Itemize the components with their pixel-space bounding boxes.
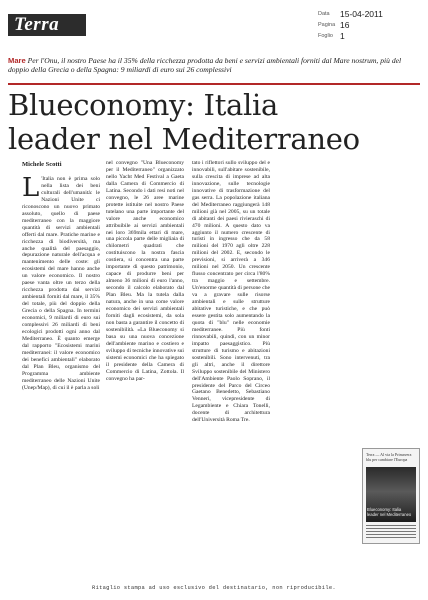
drop-cap: L [22, 176, 40, 203]
masthead-logo: Terra [8, 14, 86, 36]
headline-line-1: Blueconomy: Italia [8, 88, 278, 122]
headline [8, 88, 420, 156]
section-tag: Mare [8, 56, 26, 65]
meta-date-label: Data [318, 10, 330, 17]
meta-sheet-value: 1 [340, 30, 345, 41]
byline: Michele Scotti [22, 161, 62, 168]
meta-page-row [318, 19, 422, 30]
headline-divider [8, 83, 420, 85]
article-summary [8, 56, 420, 75]
copyright-footer: Ritaglio stampa ad uso esclusivo del destinatario, non riproducibile. [92, 585, 336, 591]
article-column-1 [22, 176, 100, 588]
thumbnail-header: Terra — Al via la Primavera blu per cambiare l'Europa [366, 452, 412, 462]
article-column-3: tato i riflettori sullo sviluppo del e innovabili, sull'abitare sostenibile, sulla crescita di imprese ad alta innovazione, sulle tecnologie innovative di trasformazione del gas serra. La popolazione italiana del Mediterraneo raggiungerà 148 milioni già nel 2005, su un totale di abitanti dei paesi rivieraschi di 470 milioni. A questo dato va aggiunto il numero crescente di turisti in ingresso che da 58 milioni del 1970 agli oltre 228 milioni del 2002. E, secondo le previsioni, si arriverà a 346 milioni nel 2050. Un crescente flusso concentrato per circa l'80% tra maggio e settembre. Un'enorme quantità di persone che va a gravare sulle risorse ambientali e sulle strutture abitative turistiche, e che può essere gestita solo aumentando la quota di "blu" nelle economie mediterranee. Più fonti rinnovabili, quindi, con un minor impatto paesaggistico. Più strutture di turismo e abitazioni sostenibili. Sono intervenuti, tra gli altri, anche il direttore Sviluppo sostenibile del Ministero dell'Ambiente Paolo Soprano, il presidente del Parco del Circeo Gaetano Benedetto, Sebastiano Venneri, vicepresidente di Legambiente e Chiara Tonelli, docente di architettura dell'Università Roma Tre. [192, 160, 270, 424]
meta-date-row [318, 8, 422, 19]
meta-sheet-row [318, 30, 422, 41]
article-column-2: nel convegno "Una Blueconomy per il Mediterraneo" organizzato nello Yacht Med Festival a Gaeta dalla Camera di Commercio di Latina. Secondo i dati resi noti nel convegno, le 26 aree marine protette istituite nel nostro Paese tutelano una parte importante del valore anche economico attribuibile ai servizi ambientali nei loro 369mila ettari di mare, una piccola parte delle migliaia di chilometri quadrati che costituiscono la nostra fascia costiera, si concentra una parte importante di questo patrimonio, capace di produrre beni per almeno 36 milioni di euro l'anno, secondo il calcolo elaborato dal Plan Bleu. Ma la tutela dalla natura, anche in una come valore economico dei servizi ambientali forniti dagli ecosistemi, da sola non basta a garantire il concetto di sostenibilità. «La Blueconomy si basa su una nuova concezione dell'ambiente marino e costiero e sviluppo di tecniche innovative sui sistemi economici che ha spiegato il presidente della Camera di Commercio di Latina, Zottola. Il convegno ha par- [106, 160, 184, 382]
thumbnail-caption: Blueconomy: Italia leader nel Mediterraneo [367, 507, 412, 517]
meta-sheet-label: Foglio [318, 32, 333, 39]
column-1-text: 'Italia non è prima solo nella lista dei beni culturali dell'umanità: le Nazioni Unite ci riconoscono un nuovo primato assoluto, quello di paese mediterraneo con la maggiore quantità di servizi ambientali offerti dal mare. Pratiche marine e ricchezza di biodiversità, ma anche qualità del paesaggio, depurazione naturale dell'acqua e mantenimento delle coste: gli ecosistemi del mare hanno anche un valore economico. Il nostro paese vanta oltre un terzo della ricchezza prodotta dai servizi ambientali forniti dal mare, il 35% del totale, più del doppio della Grecia o della Spagna. In termini economici, 9 miliardi di euro sui complessivi 26 miliardi di beni ecologici prodotti ogni anno dal Mediterraneo. È quanto emerge dal rapporto "Ecosistemi marini mediterranei: il valore economico dei benefici ambientali" elaborato dal Plan Bleu, organismo del Programma ambiente mediterraneo delle Nazioni Unite (Unep/Map), di cui il è parla a soli [22, 176, 100, 391]
thumbnail-text-lines [366, 525, 416, 539]
clipping-thumbnail [362, 448, 420, 544]
meta-date-value: 15-04-2011 [340, 8, 383, 19]
headline-line-2: leader nel Mediterraneo [8, 122, 360, 156]
clipping-meta [318, 8, 422, 41]
meta-page-value: 16 [340, 19, 350, 30]
summary-text: Per l'Onu, il nostro Paese ha il 35% della ricchezza prodotta da beni e servizi ambientali forniti dal Mare nostrum, più del doppio della Grecia o della Spagna: 9 miliardi di euro sui 26 complessivi [8, 56, 402, 75]
meta-page-label: Pagina [318, 21, 336, 28]
